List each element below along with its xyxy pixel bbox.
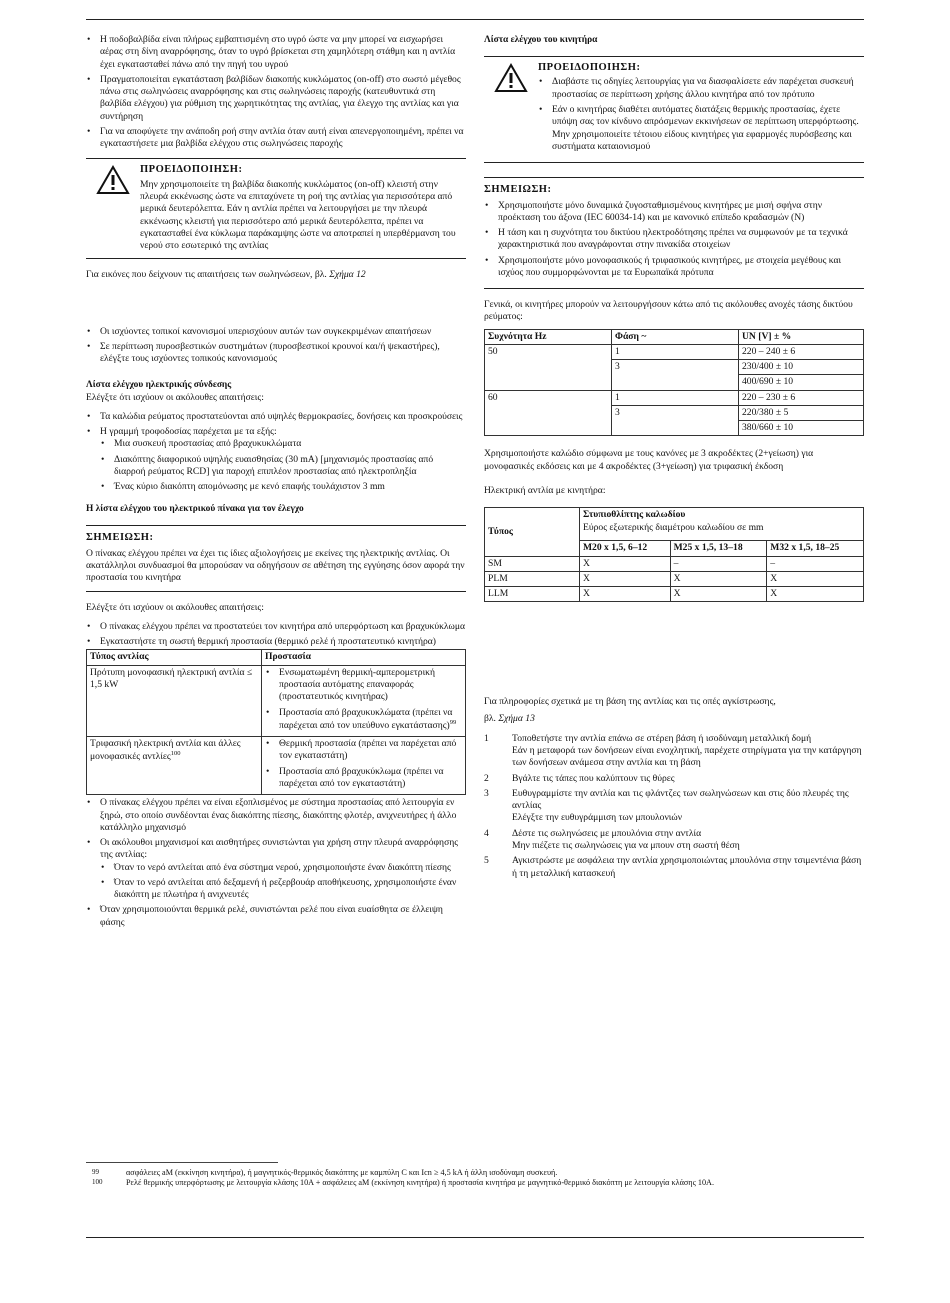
panel-checklist-heading: Η λίστα ελέγχου του ηλεκτρικού πίνακα για τον έλεγχο: [86, 504, 304, 515]
list-item: • Χρησιμοποιήστε μόνο μονοφασικούς ή τριφασικούς κινητήρες, με στοιχεία μεγέθους και ισχύος που συμμορφώνονται με τα Ευρωπαϊκά πρότυπα: [484, 255, 864, 280]
list-item: • Τα καλώδια ρεύματος προστατεύονται από υψηλές θερμοκρασίες, δονήσεις και προσκρούσεις: [86, 411, 466, 423]
base-reference: βλ. Σχήμα 13: [484, 712, 535, 724]
list-item: • Ο πίνακας ελέγχου πρέπει να είναι εξοπλισμένος με σύστημα προστασίας από λειτουργία εν ξηρώ, στο οποίο συνδέονται ένας διακόπτης πίεσης, διακόπτης φλοτέρ, ανιχνευτήρες ή άλλο κατάλληλο μηχανισμό: [86, 797, 466, 834]
footnote-rule: [86, 1162, 278, 1163]
table-cell: X: [580, 571, 671, 586]
table-header: M20 x 1,5, 6–12: [580, 541, 671, 556]
list-item: • Όταν το νερό αντλείται από δεξαμενή ή ρεζερβουάρ αποθήκευσης, χρησιμοποιήστε έναν διακόπτη με πλωτήρα ή ανιχνευτές: [100, 877, 466, 902]
note-title: ΣΗΜΕΙΩΣΗ:: [484, 184, 552, 196]
note-box-motor: [484, 177, 864, 289]
table-cell: 220/380 ± 5: [739, 405, 864, 420]
list-item: • Χρησιμοποιήστε μόνο δυναμικά ζυγοσταθμισμένους κινητήρες με μισή σφήνα στην προέκταση του άξονα (IEC 60034-14) και με κανονικό επίπεδο κραδασμών (N): [484, 200, 864, 225]
table-cell: X: [580, 556, 671, 571]
table-header: Τύπος: [485, 508, 580, 556]
sensor-sublist: [100, 862, 466, 902]
step-item: 1 Τοποθετήστε την αντλία επάνω σε στέρεη βάση ή ισοδύναμη μεταλλική δομή Εάν η μεταφορά των δονήσεων είναι ενοχλητική, παρέχετε στηρίγματα για την κατάργηση των δονήσεων ανάμεσα στην αντλία και τη βάση: [484, 732, 862, 769]
footnote-ref[interactable]: 100: [170, 750, 181, 758]
list-item: • Η γραμμή τροφοδοσίας παρέχεται με τα εξής: • Μια συσκευή προστασίας από βραχυκυκλώματα • Διακόπτης διαφορικού υψηλής ευαισθησίας (30 mA) [μηχανισμός προστασίας από διαρροή ρεύματος RCD] για παροχή επιπλέον προστασίας από ηλεκτροπληξία • Ένας κύριο διακόπτη απομόνωσης με κενό επαφής τουλάχιστον 3 mm: [86, 426, 466, 493]
list-item: • Η ποδοβαλβίδα είναι πλήρως εμβαπτισμένη στο υγρό ώστε να μην μπορεί να εισχωρήσει αέρας στη δίνη αναρρόφησης, όταν το υγρό βρίσκεται στη χαμηλότερη στάθμη και η αντλία έχει εγκατασταθεί πάνω από την πηγή του υγρού: [86, 34, 466, 71]
table-cell: 3: [612, 405, 739, 436]
figure-link[interactable]: Σχήμα 12: [329, 269, 366, 281]
list-item: • Όταν το νερό αντλείται από ένα σύστημα νερού, χρησιμοποιήστε έναν διακόπτη πίεσης: [100, 862, 466, 874]
table-cell: X: [670, 587, 767, 602]
table-cell: Τριφασική ηλεκτρική αντλία και άλλες μονοφασικές αντλίες$^{100}$: [87, 737, 262, 795]
table-header: Προστασία: [262, 650, 466, 665]
panel-list: [86, 621, 466, 929]
table-cell: X: [767, 587, 864, 602]
footnote: 99 ασφάλειες aM (εκκίνηση κινητήρα), ή μαγνητικός-θερμικός διακόπτης με καμπύλη C και Icn ≥ 4,5 kA ή άλλη ισοδύναμη συσκευή.: [92, 1168, 558, 1177]
panel-intro: Ελέγξτε ότι ισχύουν οι ακόλουθες απαιτήσεις:: [86, 601, 264, 613]
table-header: Στυπιοθλίπτης καλωδίου Εύρος εξωτερικής διαμέτρου καλωδίου σε mm: [580, 508, 864, 541]
footnote: 100 Ρελέ θερμικής υπερφόρτωσης με λειτουργία κλάσης 10A + ασφάλειες aM (εκκίνηση κινητήρα) ή προστασία κινητήρα με μαγνητικό-θερμικό διακόπτη με λειτουργία κλάσης 10A.: [92, 1178, 715, 1188]
table-row: [485, 587, 864, 602]
base-info: Για πληροφορίες σχετικά με τη βάση της αντλίας και τις οπές αγκίστρωσης,: [484, 696, 776, 708]
list-item: • Διακόπτης διαφορικού υψηλής ευαισθησίας (30 mA) [μηχανισμός προστασίας από διαρροή ρεύματος RCD] για παροχή επιπλέον προστασίας από ηλεκτροπληξία: [100, 454, 466, 479]
step-item: 5 Αγκιστρώστε με ασφάλεια την αντλία χρησιμοποιώντας μπουλόνια στην τσιμεντένια βάση ή τη μεταλλική κατασκευή: [484, 855, 862, 879]
table-header: UN [V] ± %: [739, 329, 864, 344]
list-item: • Εάν ο κινητήρας διαθέτει αυτόματες διατάξεις θερμικής προστασίας, έχετε υπόψη σας τον κίνδυνο απρόσμενων εκκινήσεων σε περίπτωση υπερφόρτωσης. Μην χρησιμοποιείτε τέτοιου είδους κινητήρες για εφαρμογές πυρόσβεσης και συστήματα καταιονισμού: [538, 104, 864, 153]
table-cell: 1: [612, 344, 739, 359]
table-row: [485, 344, 864, 359]
regulation-list: [86, 326, 466, 366]
list-item: • Μια συσκευή προστασίας από βραχυκυκλώματα: [100, 438, 466, 450]
installation-steps: [484, 733, 864, 880]
list-item: • Για να αποφύγετε την ανάποδη ροή στην αντλία όταν αυτή είναι απενεργοποιημένη, πρέπει να εγκαταστήσετε μια βαλβίδα ελέγχου στις σωληνώσεις παροχής: [86, 126, 466, 151]
table-cell: 220 – 230 ± 6: [739, 390, 864, 405]
table-header: M32 x 1,5, 18–25: [767, 541, 864, 556]
step-item: 3 Ευθυγραμμίστε την αντλία και τις φλάντζες των σωληνώσεων και στις δύο πλευρές της αντλίας Ελέγξτε την ευθυγράμμιση των μπουλονιών: [484, 787, 849, 824]
electrical-intro: Ελέγξτε ότι ισχύουν οι ακόλουθες απαιτήσεις:: [86, 391, 264, 403]
table-cell: –: [767, 556, 864, 571]
warning-triangle-icon: [484, 61, 538, 156]
list-item: • Σε περίπτωση πυροσβεστικών συστημάτων (πυροσβεστικοί κρουνοί και/ή ψεκαστήρες), ελέγξτε τους ισχύοντες τοπικούς κανονισμούς: [86, 341, 466, 366]
table-header: Φάση ~: [612, 329, 739, 344]
table-row: [485, 556, 864, 571]
table-cell: 380/660 ± 10: [739, 421, 864, 436]
list-item: • Ο πίνακας ελέγχου πρέπει να προστατεύει τον κινητήρα από υπερφόρτωση και βραχυκύκλωμα: [86, 621, 466, 633]
table-cell: 3: [612, 360, 739, 391]
table-cell: 400/690 ± 10: [739, 375, 864, 390]
table-cell: X: [580, 587, 671, 602]
warning-box-motor: [484, 56, 864, 163]
list-item: • Οι ακόλουθοι μηχανισμοί και αισθητήρες συνιστώνται για χρήση στην πλευρά αναρρόφησης της αντλίας: • Όταν το νερό αντλείται από ένα σύστημα νερού, χρησιμοποιήστε έναν διακόπτη πίεσης • Όταν το νερό αντλείται από δεξαμενή ή ρεζερβουάρ αποθήκευσης, χρησιμοποιήστε έναν διακόπτη με πλωτήρα ή ανιχνευτές: [86, 837, 466, 901]
table-cell: X: [670, 571, 767, 586]
bottom-rule: [86, 1237, 864, 1238]
note-box-panel: [86, 525, 466, 591]
table-cell: 1: [612, 390, 739, 405]
list-item: • Οι ισχύοντες τοπικοί κανονισμοί υπερισχύουν αυτών των συγκεκριμένων απαιτήσεων: [86, 326, 466, 338]
step-item: 2 Βγάλτε τις τάπες που καλύπτουν τις θύρες: [484, 772, 675, 784]
motor-checklist-heading: Λίστα ελέγχου του κινητήρα: [484, 35, 598, 45]
table-cell: [262, 737, 466, 795]
list-item: • Εγκαταστήστε τη σωστή θερμική προστασία (θερμικό ρελέ ή προστατευτικό κινητήρα) Τύπος αντλίας Προστασία Πρότυπη μονοφασική ηλεκτρική αντλία ≤ 1,5 kW • Ενσωματωμένη θερμική-αμπερομετρική προστασία αυτόματης επαναφοράς (προστατευτικός κινητήρας) • Προστασία από βραχυκυκλώματα (πρέπει να παρέχεται από τον υπεύθυνο εγκατάστασης)$^{99}$ Τριφασική ηλεκτρική αντλία και άλλες μονοφασικές αντλίες$^{100}$ • Θερμική προστασία (πρέπει να παρέχεται από τον εγκαταστάτη) • Προστασία από βραχυκύκλωμα (πρέπει να παρέχεται από τον εγκαταστάτη): [86, 636, 466, 795]
electrical-sublist: [100, 438, 466, 493]
footnotes: [86, 1168, 864, 1189]
note-title: ΣΗΜΕΙΩΣΗ:: [86, 532, 154, 544]
right-column: [484, 34, 864, 883]
warning-text: Μην χρησιμοποιείτε τη βαλβίδα διακοπής κυκλώματος (on-off) κλειστή στην πλευρά εκκένωσης ώστε να επιταχύνετε τη ροή της αντλίας για περισσότερα από μερικά δευτερόλεπτα. Εάν η αντλία πρέπει να λειτουργήσει με την πλευρά εκκένωσης κλειστή για περισσότερο από μερικά δευτερόλεπτα, πρέπει να εγκατασταθεί ένα κύκλωμα παράκαμψης ώστε να αποτραπεί η υπερθέρμανση του νερού στο εσωτερικό της αντλίας: [140, 178, 456, 252]
top-rule: [86, 19, 864, 20]
list-item: • Η τάση και η συχνότητα του δικτύου ηλεκτροδότησης πρέπει να συμφωνούν με τα τεχνικά χαρακτηριστικά που αναγράφονται στην πινακίδα στοιχείων: [484, 227, 864, 252]
list-item: • Προστασία από βραχυκύκλωμα (πρέπει να παρέχεται από τον εγκαταστάτη): [265, 766, 462, 791]
cable-text: Χρησιμοποιήστε καλώδιο σύμφωνα με τους κανόνες με 3 ακροδέκτες (2+γείωση) για μονοφασικές εκδόσεις και με 4 ακροδέκτες (3+γείωση) για τριφασική έκδοση: [484, 448, 814, 472]
warning-title: ΠΡΟΕΙΔΟΠΟΙΗΣΗ:: [140, 164, 243, 176]
table-cell: 220 – 240 ± 6: [739, 344, 864, 359]
table-cell: X: [767, 571, 864, 586]
list-item: • Θερμική προστασία (πρέπει να παρέχεται από τον εγκαταστάτη): [265, 738, 462, 763]
protection-table: [86, 649, 466, 795]
figure-link[interactable]: Σχήμα 13: [498, 712, 535, 724]
table-cell: LLM: [485, 587, 580, 602]
table-header: Τύπος αντλίας: [87, 650, 262, 665]
warning-box-valve: [86, 158, 466, 259]
table-cell: –: [670, 556, 767, 571]
table-cell: [262, 665, 466, 737]
table-cell: 230/400 ± 10: [739, 360, 864, 375]
pump-motor-label: Ηλεκτρική αντλία με κινητήρα:: [484, 485, 606, 497]
list-item: • Πραγματοποιείται εγκατάσταση βαλβίδων διακοπής κυκλώματος (on-off) στο σωστό μέγεθος πάνω στις σωληνώσεις αναρρόφησης και στις σωληνώσεις παροχής (κατευθυντικά στη βαλβίδα ελέγχου) για ρύθμιση της χωρητικότητας της αντλίας, για έλεγχο της αντλίας και για συντήρηση: [86, 74, 466, 123]
electrical-checklist-heading: Λίστα ελέγχου ηλεκτρικής σύνδεσης: [86, 380, 232, 391]
table-cell: 60: [485, 390, 612, 436]
table-cell: 50: [485, 344, 612, 390]
list-item: • Προστασία από βραχυκυκλώματα (πρέπει να παρέχεται από τον υπεύθυνο εγκατάστασης)$^{99}$: [265, 707, 462, 733]
table-header: Συχνότητα Hz: [485, 329, 612, 344]
table-cell: Πρότυπη μονοφασική ηλεκτρική αντλία ≤ 1,5 kW: [87, 665, 262, 737]
table-row: [485, 390, 864, 405]
electrical-list: [86, 411, 466, 494]
pipe-requirements-list: [86, 34, 466, 150]
warning-title: ΠΡΟΕΙΔΟΠΟΙΗΣΗ:: [538, 62, 641, 74]
note-text: Ο πίνακας ελέγχου πρέπει να έχει τις ίδιες αξιολογήσεις με εκείνες της ηλεκτρικής αντλίας. Οι ακατάλληλοι συνδυασμοί θα μπορούσαν να οδηγήσουν σε αθέτηση της εγγύησης όσον αφορά την προστασία του κινητήρα: [86, 547, 465, 584]
table-row: [87, 665, 466, 737]
cable-gland-table: [484, 507, 864, 602]
table-cell: PLM: [485, 571, 580, 586]
footnote-ref[interactable]: 99: [449, 718, 457, 726]
voltage-table: [484, 329, 864, 437]
voltage-intro: Γενικά, οι κινητήρες μπορούν να λειτουργήσουν κάτω από τις ακόλουθες ανοχές τάσης δικτύου ρεύματος:: [484, 299, 853, 323]
list-item: • Όταν χρησιμοποιούνται θερμικά ρελέ, συνιστώνται ρελέ που είναι ευαίσθητα σε έλλειψη φάσης: [86, 904, 466, 929]
list-item: • Ένας κύριο διακόπτη απομόνωσης με κενό επαφής τουλάχιστον 3 mm: [100, 481, 466, 493]
table-row: [87, 737, 466, 795]
warning-triangle-icon: [86, 163, 140, 252]
table-cell: SM: [485, 556, 580, 571]
left-column: [86, 34, 466, 932]
figures-reference: Για εικόνες που δείχνουν τις απαιτήσεις των σωληνώσεων, βλ. Σχήμα 12: [86, 269, 366, 281]
table-header: M25 x 1,5, 13–18: [670, 541, 767, 556]
list-item: • Διαβάστε τις οδηγίες λειτουργίας για να διασφαλίσετε εάν παρέχεται συσκευή προστασίας σε περίπτωση χρήσης άλλου κινητήρα από τον πρότυπο: [538, 76, 864, 101]
step-item: 4 Δέστε τις σωληνώσεις με μπουλόνια στην αντλία Μην πιέζετε τις σωληνώσεις για να μπουν στη σωστή θέση: [484, 827, 740, 851]
list-item: • Ενσωματωμένη θερμική-αμπερομετρική προστασία αυτόματης επαναφοράς (προστατευτικός κινητήρας): [265, 667, 462, 704]
table-row: [485, 571, 864, 586]
